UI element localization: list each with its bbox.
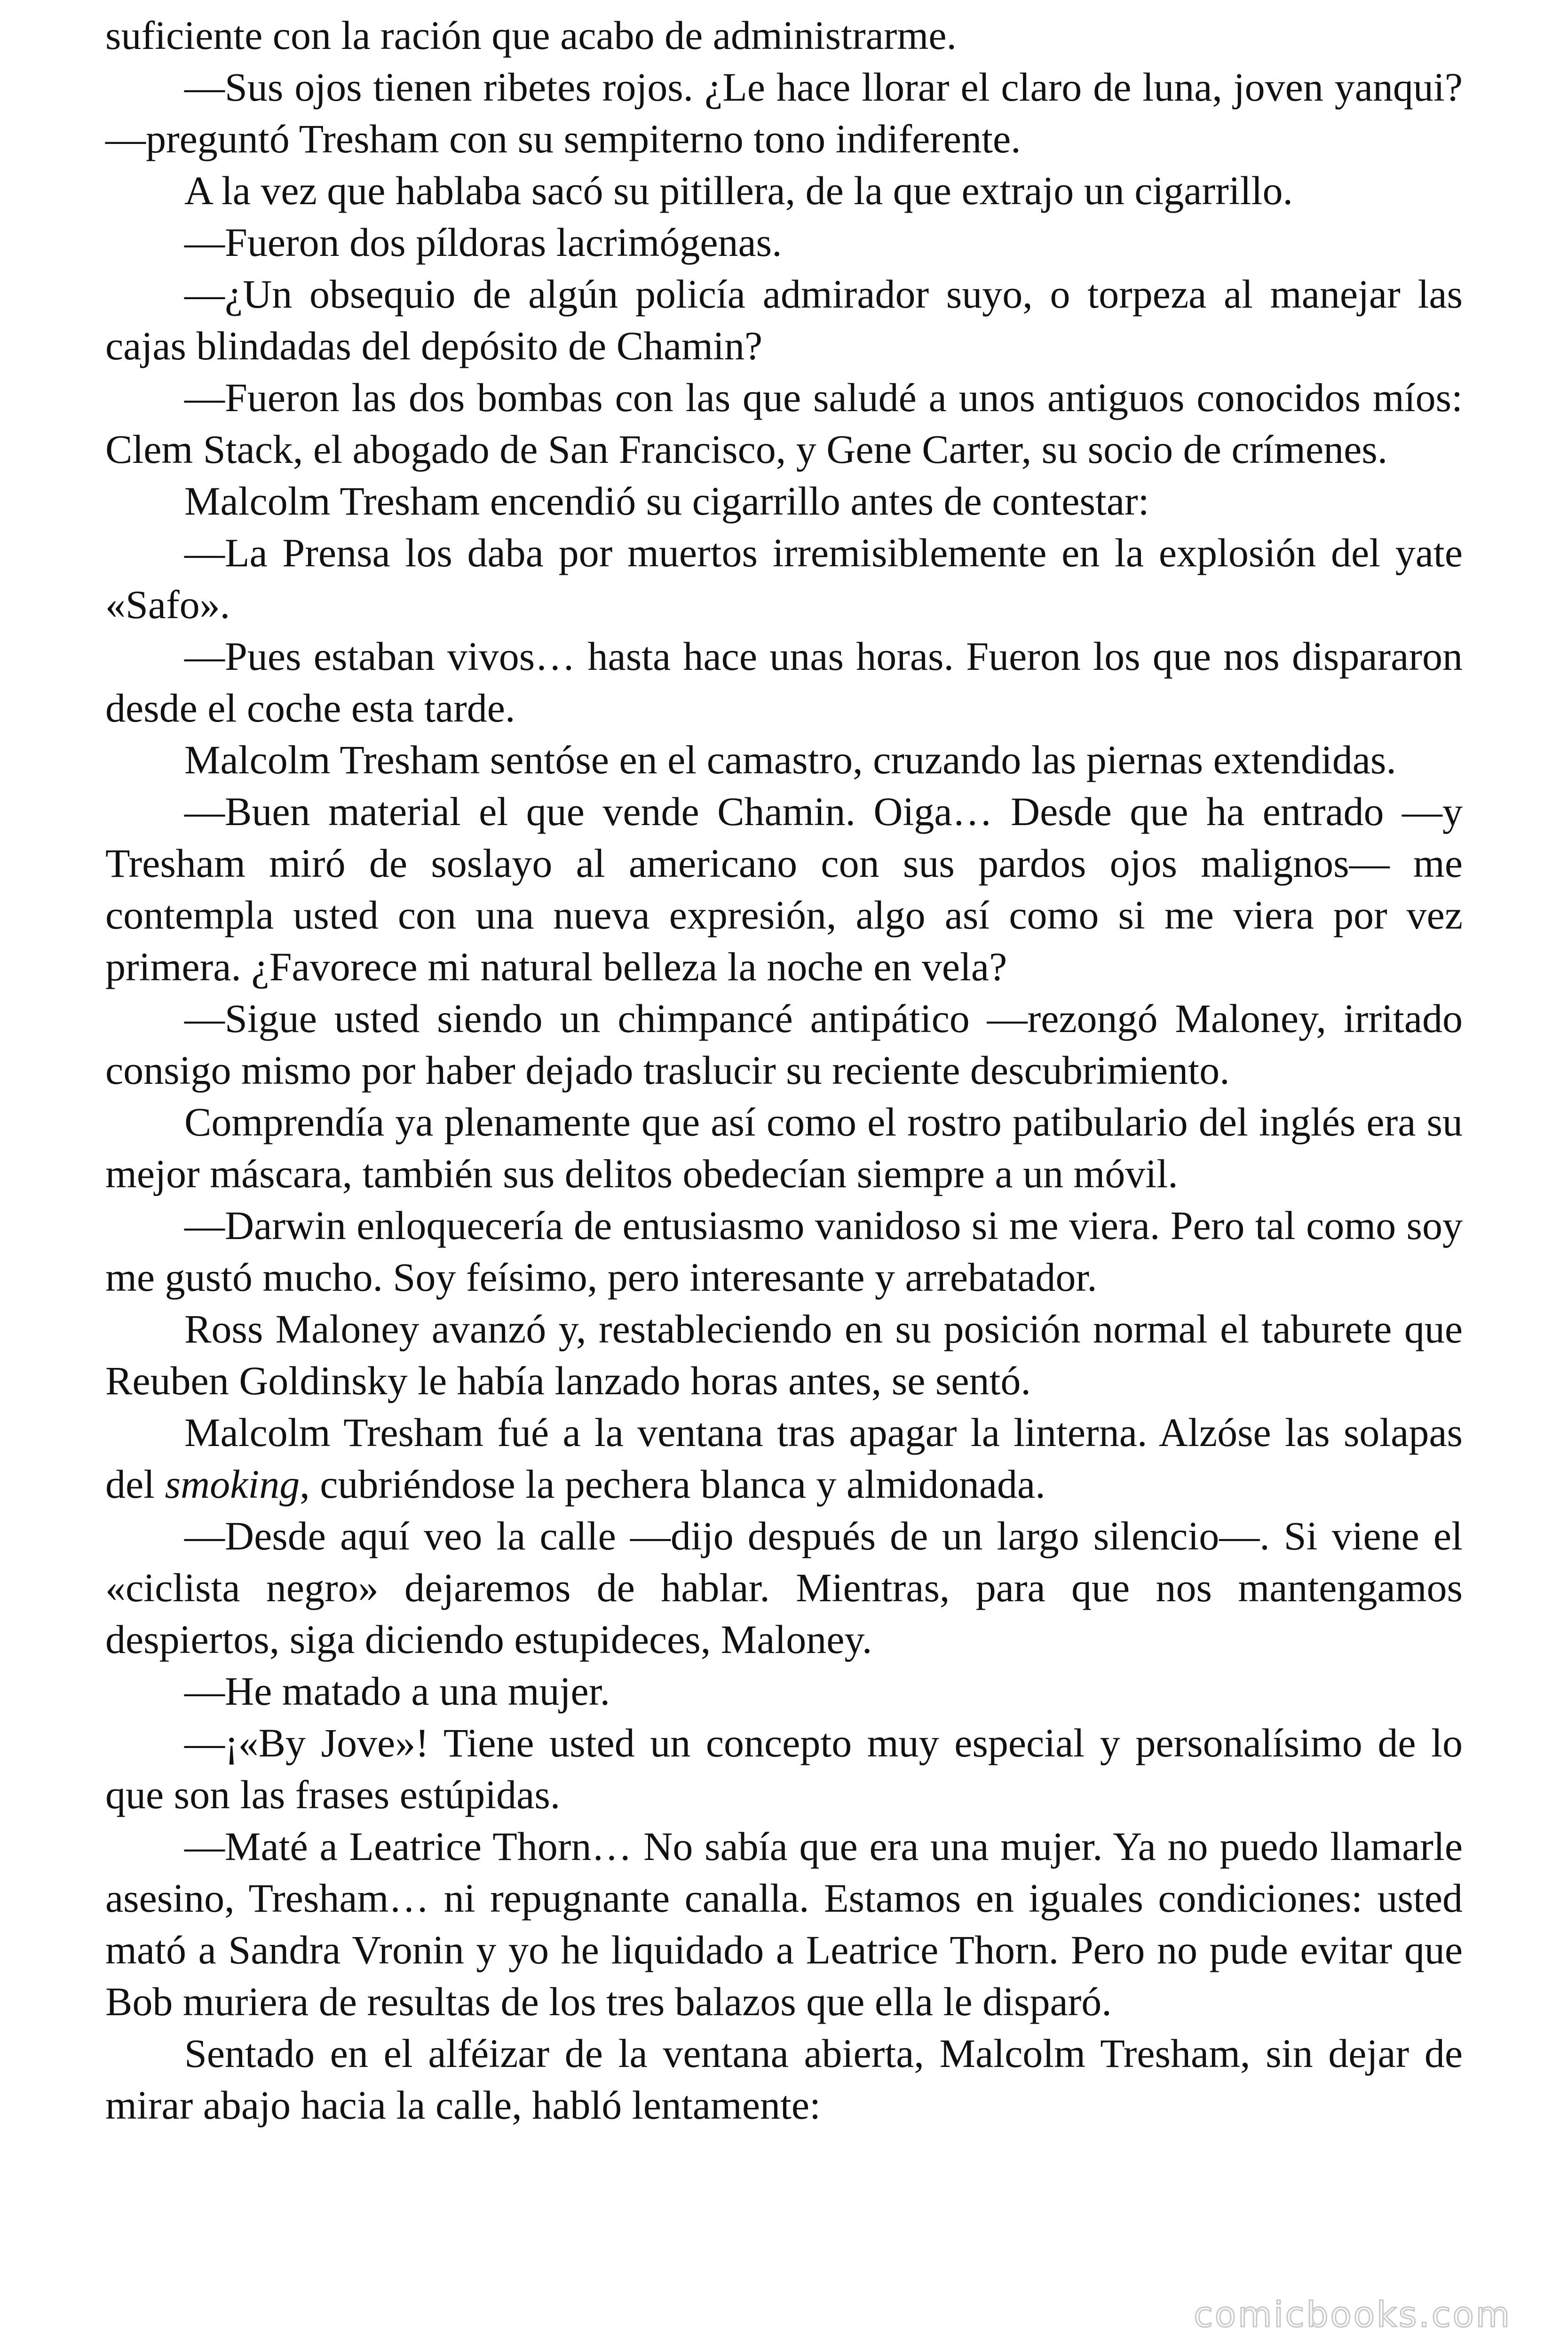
paragraph: —Pues estaban vivos… hasta hace unas horas. Fueron los que nos dispararon desde el coche esta tarde. [105,634,1463,731]
paragraph: Ross Maloney avanzó y, restableciendo en su posición normal el taburete que Reuben Goldinsky le había lanzado horas antes, se sentó. [105,1306,1463,1403]
paragraph: —Sus ojos tienen ribetes rojos. ¿Le hace llorar el claro de luna, joven yanqui? —preguntó Tresham con su sempiterno tono indiferente. [105,64,1463,161]
paragraph: A la vez que hablaba sacó su pitillera, de la que extrajo un cigarrillo. [184,168,1293,213]
paragraph-text: , cubriéndose la pechera blanca y almidonada. [300,1462,1045,1507]
paragraph-with-italic [105,1406,1463,1510]
paragraph: Malcolm Tresham encendió su cigarrillo antes de contestar: [184,478,1149,524]
paragraph: —Maté a Leatrice Thorn… No sabía que era una mujer. Ya no puedo llamarle asesino, Tresham… ni repugnante canalla. Estamos en iguales condiciones: usted mató a Sandra Vronin y yo he liquidado a Leatrice Thorn. Pero no pude evitar que Bob muriera de resultas de los tres balazos que ella le disparó. [105,1824,1463,2024]
paragraph: —Desde aquí veo la calle —dijo después de un largo silencio—. Si viene el «ciclista negro» dejaremos de hablar. Mientras, para que nos mantengamos despiertos, siga diciendo estupideces, Maloney. [105,1513,1463,1662]
italic-word: smoking [165,1462,300,1507]
paragraph: —Fueron las dos bombas con las que saludé a unos antiguos conocidos míos: Clem Stack, el abogado de San Francisco, y Gene Carter, su socio de crímenes. [105,375,1463,472]
paragraph: Sentado en el alféizar de la ventana abierta, Malcolm Tresham, sin dejar de mirar abajo hacia la calle, habló lentamente: [105,2031,1463,2128]
paragraph: —Fueron dos píldoras lacrimógenas. [184,220,782,265]
paragraph: —Buen material el que vende Chamin. Oiga… Desde que ha entrado —y Tresham miró de soslayo al americano con sus pardos ojos malignos— me contempla usted con una nueva expresión, algo así como si me viera por vez primera. ¿Favorece mi natural belleza la noche en vela? [105,789,1463,989]
paragraph: suficiente con la ración que acabo de administrarme. [105,13,957,58]
page-body-text [105,9,1463,2131]
paragraph: —Sigue usted siendo un chimpancé antipático —rezongó Maloney, irritado consigo mismo por haber dejado traslucir su reciente descubrimiento. [105,996,1463,1093]
paragraph-text: Malcolm Tresham fué a la ventana tras apagar la linterna. Alzóse las solapas del [105,1410,1463,1507]
paragraph: Malcolm Tresham sentóse en el camastro, cruzando las piernas extendidas. [184,737,1396,782]
paragraph: —He matado a una mujer. [184,1669,610,1714]
watermark: comicbooks.com [1194,2295,1512,2335]
paragraph: —¡«By Jove»! Tiene usted un concepto muy especial y personalísimo de lo que son las frases estúpidas. [105,1720,1463,1817]
paragraph: Comprendía ya plenamente que así como el rostro patibulario del inglés era su mejor máscara, también sus delitos obedecían siempre a un móvil. [105,1099,1463,1196]
paragraph: —Darwin enloquecería de entusiasmo vanidoso si me viera. Pero tal como soy me gustó mucho. Soy feísimo, pero interesante y arrebatador. [105,1203,1463,1300]
paragraph: —¿Un obsequio de algún policía admirador suyo, o torpeza al manejar las cajas blindadas del depósito de Chamin? [105,271,1463,368]
paragraph: —La Prensa los daba por muertos irremisiblemente en la explosión del yate «Safo». [105,530,1463,627]
